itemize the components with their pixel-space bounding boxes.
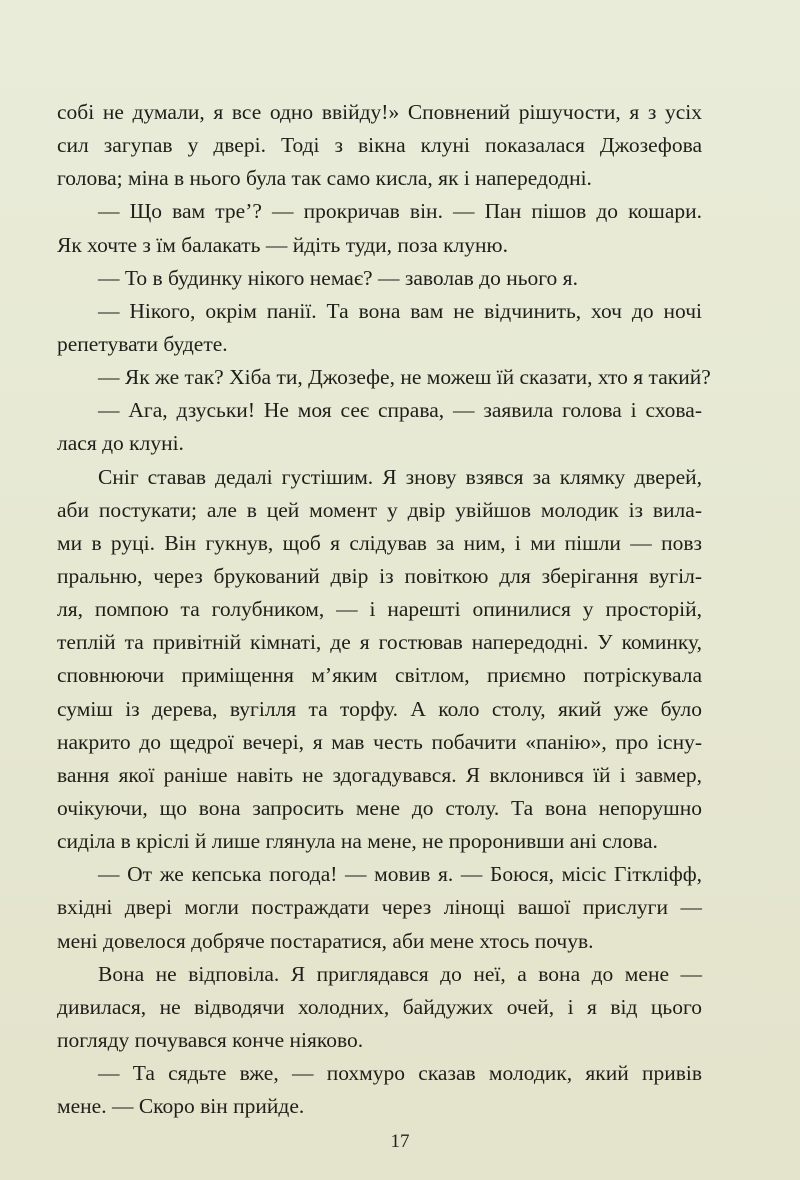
text-line: лася до клуні. <box>57 431 184 456</box>
text-line: ля, помпою та голубником, — і нарешті опинилися у просторій, <box>57 597 702 622</box>
text-line: вхідні двері могли постраждати через лінощі вашої прислуги — <box>57 895 702 920</box>
text-line: — Що вам тре’? — прокричав він. — Пан пішов до кошари. <box>98 199 702 224</box>
text-line: сил загупав у двері. Тоді з вікна клуні показалася Джозефова <box>57 133 702 158</box>
text-line: репетувати будете. <box>57 331 228 356</box>
text-line: — Нікого, окрім панії. Та вона вам не відчинить, хоч до ночі <box>98 298 702 323</box>
text-line: сповнюючи приміщення м’яким світлом, приємно потріскувала <box>57 663 702 688</box>
text-line: сиділа в кріслі й лише глянула на мене, не проронивши ані слова. <box>57 829 658 854</box>
text-line: теплій та привітній кімнаті, де я гостював напередодні. У коминку, <box>57 630 702 655</box>
text-line: очікуючи, що вона запросить мене до столу. Та вона непорушно <box>57 795 702 820</box>
text-line: аби постукати; але в цей момент у двір увійшов молодик із вила- <box>57 497 702 522</box>
text-line: — От же кепська погода! — мовив я. — Боюся, місіс Гіткліфф, <box>98 862 702 887</box>
text-line: погляду почувався конче ніяково. <box>57 1027 364 1052</box>
text-line: мене. — Скоро він прийде. <box>57 1094 305 1119</box>
text-line: голова; міна в нього була так само кисла, як і напередодні. <box>57 166 592 191</box>
text-line: Вона не відповіла. Я приглядався до неї, а вона до мене — <box>98 961 702 986</box>
text-line: суміш із дерева, вугілля та торфу. А коло столу, який уже було <box>57 696 702 721</box>
text-line: Сніг ставав дедалі густішим. Я знову взявся за клямку дверей, <box>98 464 702 489</box>
text-line: пральню, через брукований двір із повіткою для зберігання вугіл- <box>57 563 702 588</box>
text-line: ми в руці. Він гукнув, щоб я слідував за ним, і ми пішли — повз <box>57 530 702 555</box>
text-line: собі не думали, я все одно ввійду!» Сповнений рішучости, я з усіх <box>57 100 702 124</box>
text-line: дивилася, не відводячи холодних, байдужих очей, і я від цього <box>57 994 702 1019</box>
text-line: — Як же так? Хіба ти, Джозефе, не можеш їй сказати, хто я такий? <box>98 365 711 390</box>
text-line: вання якої раніше навіть не здогадувався. Я вклонився їй і завмер, <box>57 762 702 787</box>
text-line: Як хочте з їм балакать — йдіть туди, поза клуню. <box>57 232 508 257</box>
text-line: — Ага, дзуськи! Не моя сеє справа, — заявила голова і схова- <box>98 398 702 423</box>
text-line: мені довелося добряче постаратися, аби мене хтось почув. <box>57 928 594 953</box>
text-line: — То в будинку нікого немає? — заволав до нього я. <box>98 265 578 290</box>
book-page-text <box>57 96 711 1123</box>
page-number: 17 <box>390 1131 410 1152</box>
text-line: накрито до щедрої вечері, я мав честь побачити «панію», про існу- <box>57 729 702 754</box>
text-line: — Та сядьте вже, — похмуро сказав молодик, який привів <box>98 1061 702 1086</box>
